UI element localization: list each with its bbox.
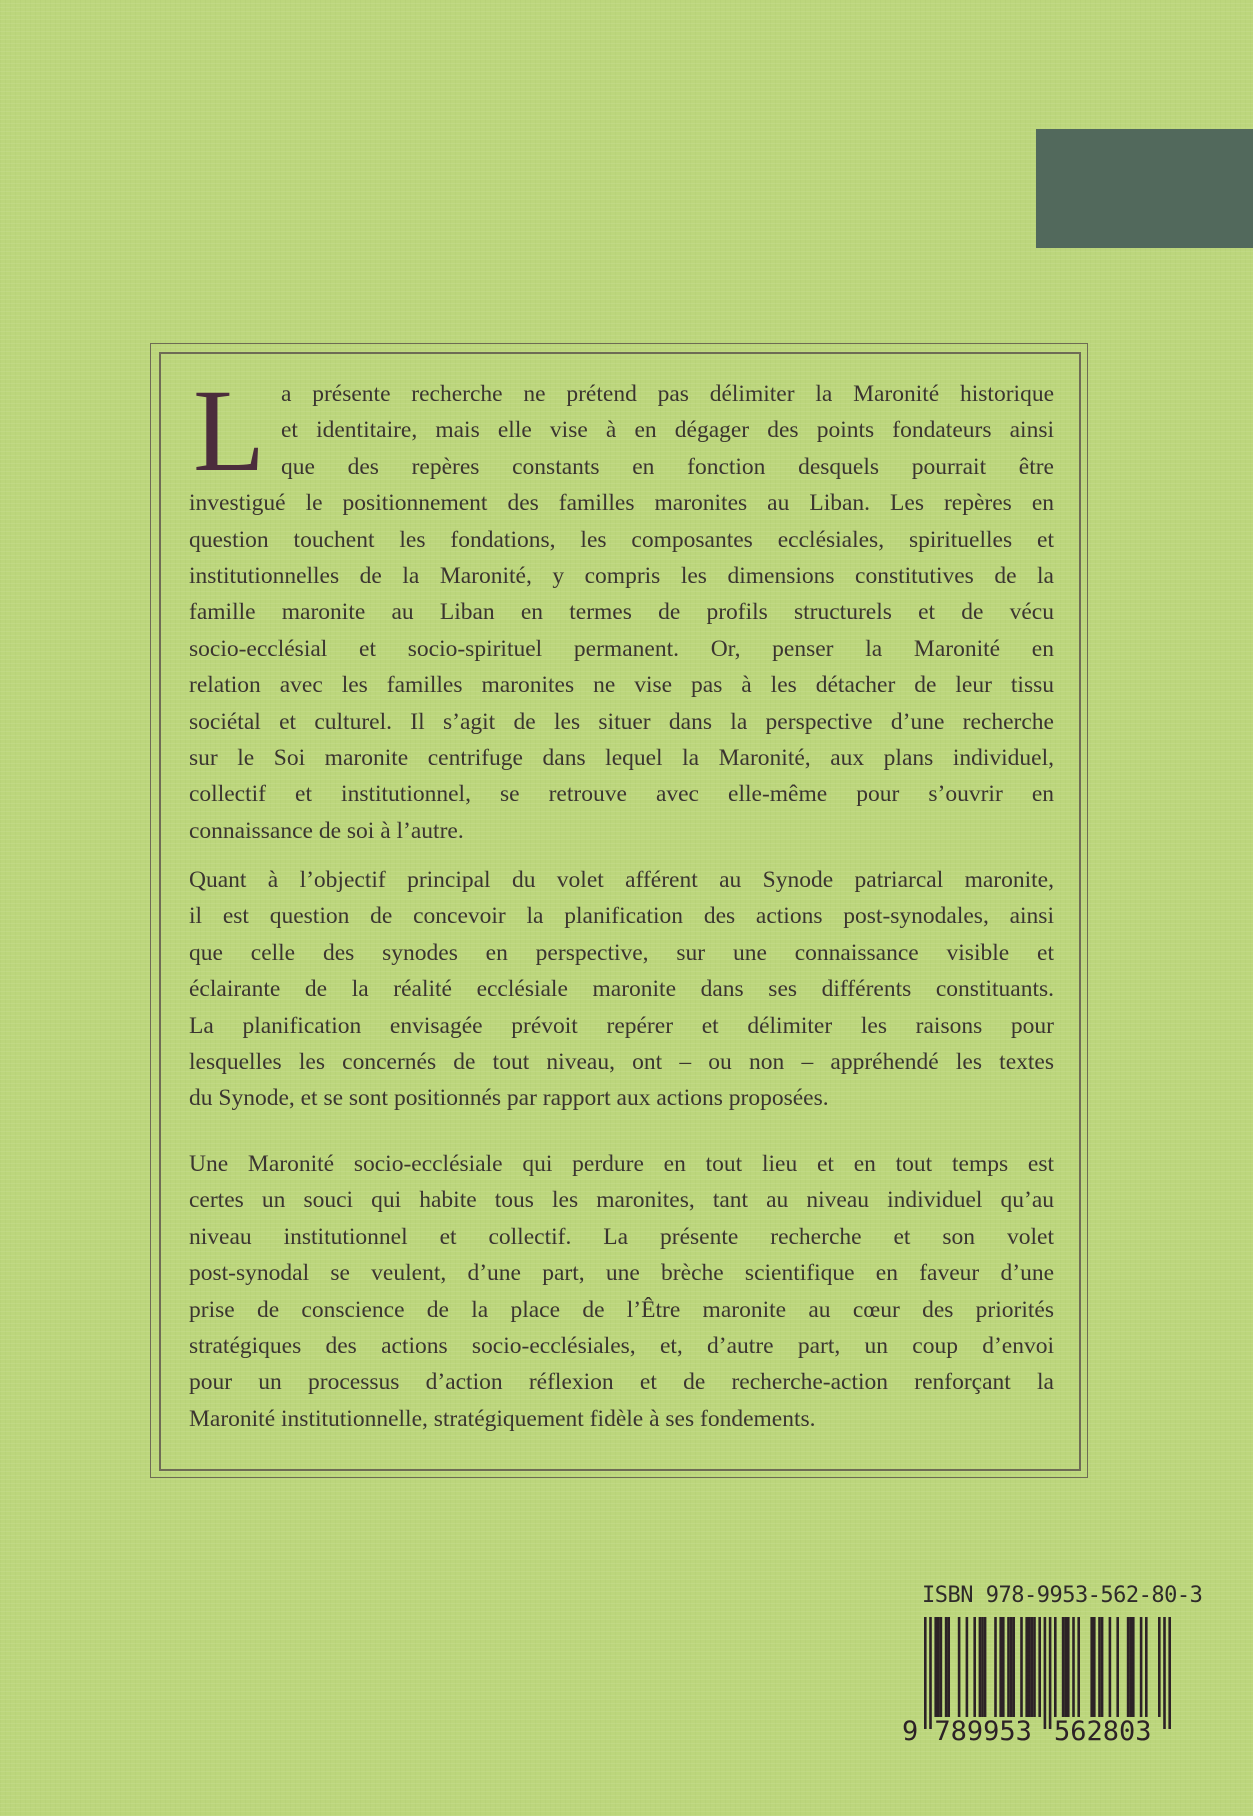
barcode-bar bbox=[1044, 1617, 1047, 1729]
isbn-label: ISBN 978-9953-562-80-3 bbox=[922, 1583, 1203, 1608]
barcode-bar bbox=[929, 1617, 932, 1729]
barcode-bar bbox=[1132, 1617, 1135, 1717]
barcode-bar bbox=[1020, 1617, 1023, 1717]
barcode-bar bbox=[1007, 1617, 1010, 1717]
text-line: Quant à l’objectif principal du volet afférent au Synode patriarcal maronite, bbox=[189, 867, 1054, 893]
text-line: institutionnelles de la Maronité, y compris les dimensions constitutives de la bbox=[189, 562, 1054, 589]
barcode-bar bbox=[1168, 1617, 1171, 1729]
barcode-bar bbox=[981, 1617, 984, 1717]
barcode-bar bbox=[947, 1617, 950, 1717]
barcode-bar bbox=[999, 1617, 1002, 1717]
text-line: niveau institutionnel et collectif. La présente recherche et son volet bbox=[189, 1223, 1054, 1250]
text-line: pour un processus d’action réflexion et de recherche-action renforçant la bbox=[189, 1369, 1054, 1396]
barcode-bar bbox=[1140, 1617, 1143, 1717]
text-line: sur le Soi maronite centrifuge dans lequel la Maronité, aux plans individuel, bbox=[189, 744, 1054, 771]
text-line: connaissance de soi à l’autre. bbox=[189, 817, 464, 844]
text-line: Une Maronité socio-ecclésiale qui perdure en tout lieu et en tout temps est bbox=[189, 1151, 1054, 1177]
barcode bbox=[902, 1617, 1192, 1747]
barcode-bar bbox=[1054, 1617, 1057, 1717]
barcode-bar bbox=[1064, 1617, 1067, 1717]
barcode-bar bbox=[958, 1617, 961, 1717]
text-line: il est question de concevoir la planification des actions post-synodales, ainsi bbox=[189, 903, 1054, 930]
text-line: que des repères constants en fonction desquels pourrait être bbox=[281, 453, 1054, 480]
barcode-bar bbox=[1090, 1617, 1093, 1717]
barcode-digits: 789953 bbox=[934, 1716, 1032, 1747]
text-line: socio-ecclésial et socio-spirituel permanent. Or, penser la Maronité en bbox=[189, 635, 1054, 662]
barcode-bar bbox=[1127, 1617, 1130, 1717]
drop-cap: L bbox=[193, 365, 266, 496]
text-line: prise de conscience de la place de l’Être maronite au cœur des priorités bbox=[189, 1296, 1054, 1323]
barcode-bar bbox=[984, 1617, 987, 1717]
cover-color-tab bbox=[1036, 129, 1253, 248]
barcode-bar bbox=[1109, 1617, 1112, 1717]
barcode-bar bbox=[1145, 1617, 1148, 1717]
barcode-bar bbox=[1077, 1617, 1080, 1717]
text-line: et identitaire, mais elle vise à en dégager des points fondateurs ainsi bbox=[281, 417, 1054, 444]
barcode-bar bbox=[994, 1617, 997, 1717]
barcode-bar bbox=[1028, 1617, 1031, 1717]
text-line: La planification envisagée prévoit repérer et délimiter les raisons pour bbox=[189, 1012, 1054, 1039]
text-line: investigué le positionnement des familles maronites au Liban. Les repères en bbox=[189, 490, 1054, 517]
barcode-bar bbox=[1031, 1617, 1034, 1717]
barcode-bar bbox=[1033, 1617, 1036, 1717]
barcode-bar bbox=[1093, 1617, 1096, 1717]
barcode-bar bbox=[1163, 1617, 1166, 1729]
barcode-bar bbox=[1002, 1617, 1005, 1717]
text-line: éclairante de la réalité ecclésiale maronite dans ses différents constituants. bbox=[189, 976, 1054, 1003]
barcode-bar bbox=[937, 1617, 940, 1717]
barcode-bar bbox=[1116, 1617, 1119, 1717]
text-line: du Synode, et se sont positionnés par rapport aux actions proposées. bbox=[189, 1085, 829, 1112]
barcode-bar bbox=[1038, 1617, 1041, 1717]
text-line: lesquelles les concernés de tout niveau, ont – ou non – appréhendé les textes bbox=[189, 1048, 1054, 1075]
barcode-bar bbox=[1101, 1617, 1104, 1717]
barcode-bar bbox=[973, 1617, 976, 1717]
text-line: famille maronite au Liban en termes de profils structurels et de vécu bbox=[189, 599, 1054, 626]
barcode-bar bbox=[1129, 1617, 1132, 1717]
barcode-bar bbox=[1098, 1617, 1101, 1717]
barcode-bar bbox=[1049, 1617, 1052, 1729]
text-line: relation avec les familles maronites ne vise pas à les détacher de leur tissu bbox=[189, 672, 1054, 699]
barcode-bar bbox=[1012, 1617, 1015, 1717]
text-line: question touchent les fondations, les composantes ecclésiales, spirituelles et bbox=[189, 526, 1054, 553]
text-line: collectif et institutionnel, se retrouve avec elle-même pour s’ouvrir en bbox=[189, 781, 1054, 808]
barcode-bar bbox=[979, 1617, 982, 1717]
barcode-bar bbox=[1062, 1617, 1065, 1717]
barcode-bar bbox=[1072, 1617, 1075, 1717]
text-line: a présente recherche ne prétend pas délimiter la Maronité historique bbox=[281, 381, 1054, 407]
barcode-bar bbox=[924, 1617, 927, 1729]
text-line: certes un souci qui habite tous les maronites, tant au niveau individuel qu’au bbox=[189, 1187, 1054, 1214]
text-line: sociétal et culturel. Il s’agit de les situer dans la perspective d’une recherche bbox=[189, 708, 1054, 735]
barcode-bar bbox=[1158, 1617, 1161, 1717]
text-line: stratégiques des actions socio-ecclésiales, et, d’autre part, un coup d’envoi bbox=[189, 1332, 1054, 1359]
paragraph-3 bbox=[189, 1146, 1054, 1437]
barcode-digits: 562803 bbox=[1054, 1716, 1152, 1747]
barcode-bar bbox=[934, 1617, 937, 1717]
barcode-bar bbox=[1010, 1617, 1013, 1717]
barcode-bar bbox=[940, 1617, 943, 1717]
text-line: Maronité institutionnelle, stratégiquement fidèle à ses fondements. bbox=[189, 1405, 816, 1432]
barcode-bar bbox=[1025, 1617, 1028, 1717]
barcode-bar bbox=[966, 1617, 969, 1717]
paragraph-2 bbox=[189, 862, 1054, 1117]
text-line: que celle des synodes en perspective, sur une connaissance visible et bbox=[189, 939, 1054, 966]
barcode-bar bbox=[945, 1617, 948, 1717]
barcode-digits: 9 bbox=[902, 1716, 919, 1747]
barcode-bar bbox=[1067, 1617, 1070, 1717]
text-line: post-synodal se veulent, d’une part, une brèche scientifique en faveur d’une bbox=[189, 1260, 1054, 1287]
paragraph-1 bbox=[189, 376, 1054, 849]
